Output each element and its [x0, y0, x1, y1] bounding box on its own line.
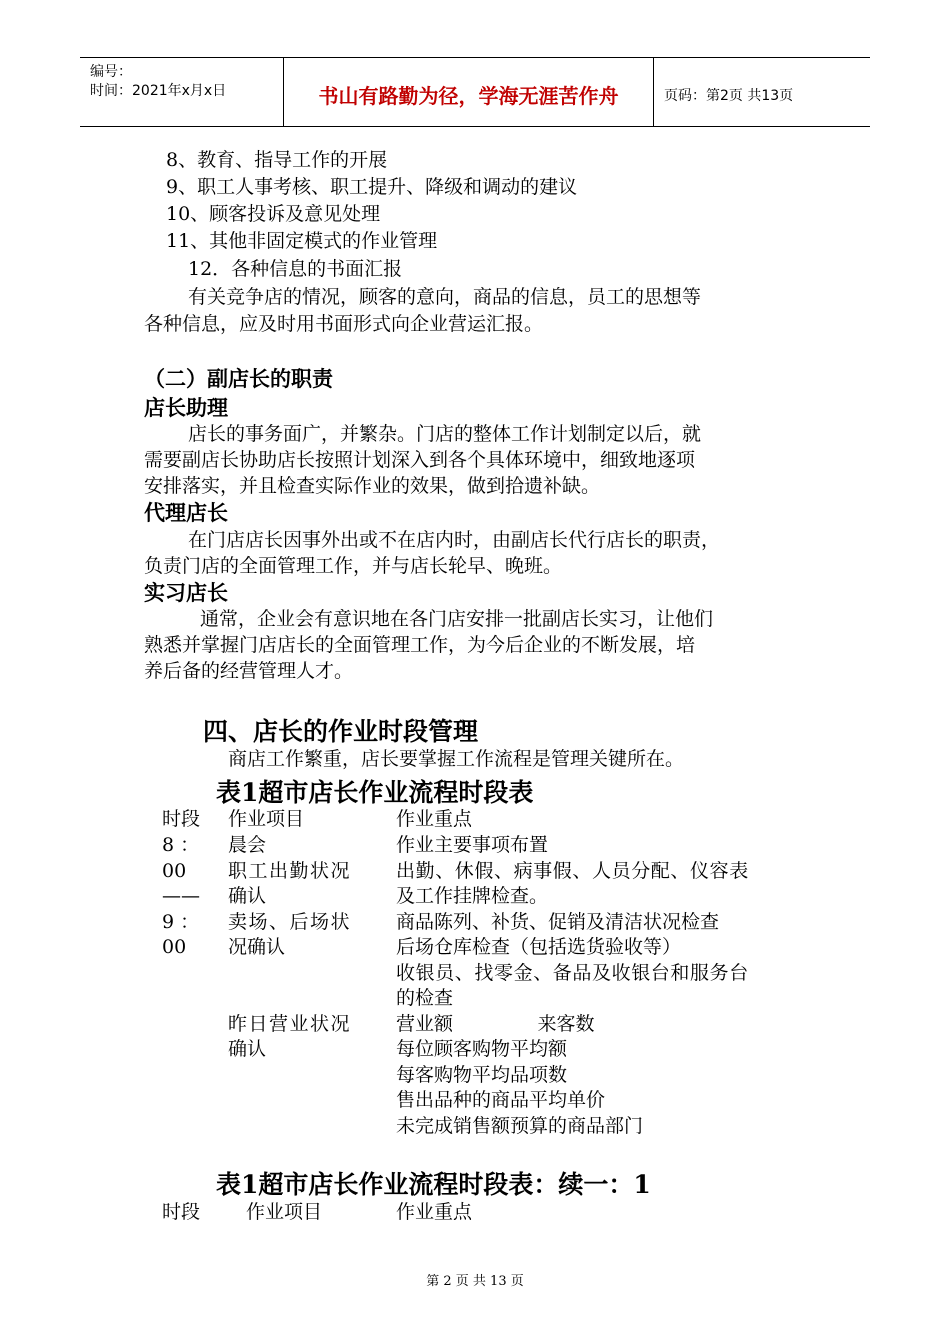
list-item: 10、顾客投诉及意见处理 [166, 203, 381, 225]
table-header-focus: 作业重点 [396, 1201, 473, 1223]
page-header [80, 57, 870, 127]
document-time: 时间：2021年x月x日 [90, 83, 227, 99]
section-title: 四、店长的作业时段管理 [203, 717, 479, 746]
subsection-title: 店长助理 [144, 396, 228, 420]
time-line: —— [162, 885, 200, 907]
focus-line: 商品陈列、补货、促销及清洁状况检查 [396, 910, 720, 933]
focus-line: 营业额 来客数 [396, 1012, 595, 1035]
subsection-title: 代理店长 [144, 501, 228, 525]
header-motto: 书山有路勤为径，学海无涯苦作舟 [318, 84, 619, 108]
paragraph-line: 商店工作繁重，店长要掌握工作流程是管理关键所在。 [228, 748, 685, 770]
time-line: 00 [162, 859, 187, 882]
item-line: 卖场、后场状 [228, 910, 352, 933]
item-line [228, 986, 388, 1012]
focus-line: 的检查 [396, 987, 454, 1009]
focus-line: 每位顾客购物平均额 [396, 1038, 568, 1060]
item-column [228, 833, 388, 1063]
paragraph-line: 通常，企业会有意识地在各门店安排一批副店长实习，让他们 [200, 608, 714, 630]
item-line [228, 961, 388, 987]
table-header-time: 时段 [162, 1201, 201, 1223]
item-line: 确认 [228, 885, 267, 907]
table-header-item: 作业项目 [246, 1201, 323, 1223]
page-footer: 第 2 页 共 13 页 [426, 1274, 524, 1289]
table-caption: 表1超市店长作业流程时段表 [216, 778, 534, 807]
subsection-title: 实习店长 [144, 581, 228, 605]
list-item: 12．各种信息的书面汇报 [188, 258, 403, 280]
header-page-info: 页码：第2页 共13页 [664, 88, 794, 104]
item-line: 况确认 [228, 936, 286, 958]
header-page-cell [654, 58, 870, 126]
paragraph-line: 安排落实，并且检查实际作业的效果，做到拾遗补缺。 [144, 475, 601, 497]
paragraph-line: 养后备的经营管理人才。 [144, 660, 354, 682]
time-line: 8 ： [162, 834, 200, 856]
focus-line: 收银员、找零金、备品及收银台和服务台 [396, 961, 749, 984]
paragraph-line: 熟悉并掌握门店店长的全面管理工作，为今后企业的不断发展，培 [144, 634, 696, 656]
list-item: 8、教育、指导工作的开展 [166, 149, 388, 171]
list-item: 11、其他非固定模式的作业管理 [166, 230, 438, 252]
paragraph-line: 有关竞争店的情况，顾客的意向，商品的信息，员工的思想等 [188, 286, 702, 308]
time-line: 00 [162, 936, 187, 958]
focus-line: 每客购物平均品项数 [396, 1063, 568, 1086]
item-line: 确认 [228, 1038, 267, 1060]
focus-line: 作业主要事项布置 [396, 834, 549, 856]
document-number: 编号： [90, 64, 132, 80]
focus-line: 及工作挂牌检查。 [396, 885, 549, 907]
focus-column [396, 833, 836, 1139]
focus-line: 售出品种的商品平均单价 [396, 1089, 606, 1111]
header-motto-cell [284, 58, 654, 126]
table-header-focus: 作业重点 [396, 808, 473, 830]
table-header-item: 作业项目 [228, 808, 305, 830]
list-item: 9、职工人事考核、职工提升、降级和调动的建议 [166, 176, 578, 198]
time-line: 9 ： [162, 910, 200, 933]
focus-line: 后场仓库检查（包括选货验收等） [396, 936, 682, 958]
paragraph-line: 各种信息，应及时用书面形式向企业营运汇报。 [144, 313, 544, 335]
focus-line: 出勤、休假、病事假、人员分配、仪容表 [396, 859, 749, 882]
item-line: 昨日营业状况 [228, 1012, 352, 1035]
focus-line: 未完成销售额预算的商品部门 [396, 1114, 644, 1137]
header-meta-cell [80, 58, 284, 126]
paragraph-line: 在门店店长因事外出或不在店内时，由副店长代行店长的职责， [188, 529, 721, 551]
table-header-time: 时段 [162, 808, 201, 830]
paragraph-line: 店长的事务面广，并繁杂。门店的整体工作计划制定以后，就 [188, 423, 702, 445]
table-caption: 表1超市店长作业流程时段表：续一：1 [216, 1170, 651, 1199]
time-column [162, 833, 212, 961]
item-line: 晨会 [228, 834, 267, 856]
section-title: （二）副店长的职责 [144, 367, 333, 391]
paragraph-line: 负责门店的全面管理工作，并与店长轮早、晚班。 [144, 555, 563, 577]
item-line: 职工出勤状况 [228, 859, 352, 882]
paragraph-line: 需要副店长协助店长按照计划深入到各个具体环境中，细致地逐项 [144, 449, 696, 471]
